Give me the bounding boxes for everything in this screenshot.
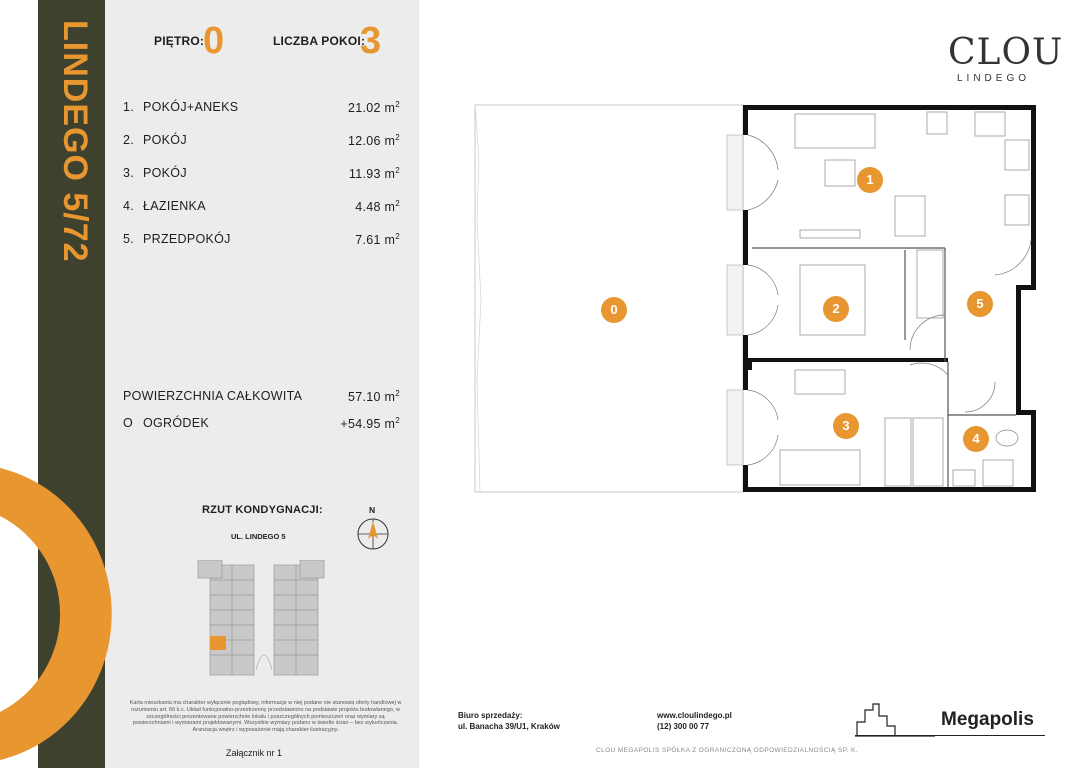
- rooms-label: LICZBA POKOI:: [273, 34, 366, 48]
- company-legal-name: CLOU MEGAPOLIS SPÓŁKA Z OGRANICZONĄ ODPOWIEDZIALNOŚCIĄ SP. K.: [596, 747, 858, 754]
- attachment-label: Załącznik nr 1: [226, 748, 283, 758]
- room-badge-1: 1: [857, 167, 883, 193]
- room-badge-4: 4: [963, 426, 989, 452]
- sales-office-label: Biuro sprzedaży:: [458, 711, 523, 720]
- vertical-title: [40, 20, 104, 263]
- rooms-value: 3: [360, 20, 382, 62]
- megapolis-logo-icon: [855, 700, 935, 738]
- room-badge-5: 5: [967, 291, 993, 317]
- room-row-5: 5. PRZEDPOKÓJ 7.61 $m^2$: [123, 232, 400, 248]
- street-label: UL. LINDEGO 5: [231, 532, 286, 541]
- compass: [356, 505, 390, 553]
- windows: [727, 135, 743, 465]
- room-row-4: 4. ŁAZIENKA 4.48 $m^2$: [123, 199, 400, 215]
- garden-row: O OGRÓDEK +54.95 $m^2$: [123, 416, 400, 432]
- highlighted-unit: [210, 636, 226, 650]
- apartment-title: LINDEGO 5/72: [56, 20, 94, 263]
- floor-label: PIĘTRO:: [154, 34, 205, 48]
- apartment-floor-plan: [465, 100, 1045, 500]
- compass-north-letter: N: [369, 505, 376, 515]
- disclaimer-text: Karta mieszkania ma charakter wyłącznie poglądowy, informacje w niej podane nie stanowią oferty handlowej w rozumieniu art. 66 k.c. Układ funkcjonalno-przestrzenny przedstawiono na podstawie projektu budowlanego, w szczególności prezentowane powierzchnie lokalu i poszczególnych pomieszczeń oraz wymiary są powierzchniami i wymiarami projektowanymi. Wszystkie wymiary podano w świetle ścian – bez wykończenia. Aranżacja wnętrz i wyposażenie mają charakter ilustracyjny.: [129, 700, 402, 734]
- room-row-1: 1. POKÓJ+ANEKS 21.02 $m^2$: [123, 100, 400, 116]
- megapolis-logo-text: Megapolis: [941, 709, 1034, 730]
- room-row-2: 2. POKÓJ 12.06 $m^2$: [123, 133, 400, 149]
- room-badge-2: 2: [823, 296, 849, 322]
- contact-info: [657, 710, 732, 732]
- room-row-3: 3. POKÓJ 11.93 $m^2$: [123, 166, 400, 182]
- sales-office: [458, 710, 560, 732]
- room-badge-3: 3: [833, 413, 859, 439]
- phone-number: (12) 300 00 77: [657, 722, 710, 731]
- clou-logo-subtitle: LINDEGO: [957, 73, 1031, 84]
- website-link[interactable]: www.cloulindego.pl: [657, 711, 732, 720]
- clou-logo: CLOU: [948, 32, 1064, 73]
- floor-plan-title: RZUT KONDYGNACJI:: [202, 504, 323, 516]
- total-area-row: POWIERZCHNIA CAŁKOWITA 57.10 $m^2$: [123, 389, 400, 405]
- compass-icon: [356, 517, 390, 551]
- floor-value: 0: [203, 20, 225, 62]
- room-badge-0: 0: [601, 297, 627, 323]
- sales-office-address: ul. Banacha 39/U1, Kraków: [458, 722, 560, 731]
- site-plan-minimap: [190, 560, 330, 680]
- megapolis-baseline: [855, 735, 1045, 736]
